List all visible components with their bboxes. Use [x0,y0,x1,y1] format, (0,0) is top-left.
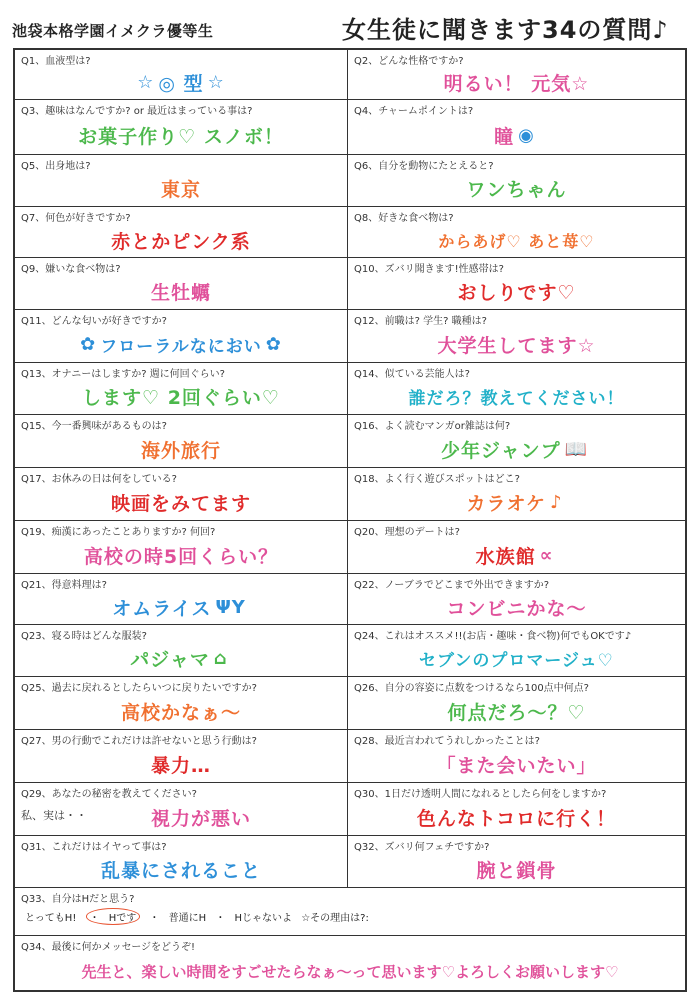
answer-text: 腕と鎖骨 [476,860,557,882]
answer-text: 先生と、楽しい時間をすごせたらなぁ～って思います♡よろしくお願いします♡ [81,962,619,981]
question-label: Q12、前職は? 学生? 職種は? [354,316,487,327]
answer-text: おしりです♡ [457,282,576,304]
answer-text: 色んなトコロに行く！ [416,807,617,830]
question-label: Q28、最近言われてうれしかったことは? [354,736,540,747]
question-label: Q26、自分の容姿に点数をつけるなら100点中何点? [354,683,589,694]
qa-cell-q19 [15,521,348,573]
qa-row [15,624,685,676]
qa-cell-q31 [15,836,348,887]
question-label: Q31、これだけはイヤって事は? [21,842,167,853]
qa-row [15,99,685,154]
question-label: Q21、得意料理は? [21,580,107,591]
qa-cell-q7 [15,207,348,257]
question-label: Q16、よく読むマンガor雑誌は何? [354,421,511,432]
answer-text: 水族館 [475,545,536,568]
question-label: Q23、寝る時はどんな服装? [21,631,147,642]
book-icon: 📖 [564,438,589,460]
answer-text: カラオケ [466,492,547,515]
q33-option-selected: ・ Hです [86,908,141,925]
question-label: Q27、男の行動でこれだけは許せないと思う行動は? [21,736,257,747]
flower-icon: ✿ [80,333,97,355]
qa-cell-q24 [348,625,685,676]
answer-text: 暴力… [150,754,211,777]
answer-text: コンビニかな～ [446,597,587,620]
qa-row [15,782,685,835]
answer-text: 高校の時5回くらい？ [83,545,279,568]
answer-text: 海外旅行 [140,439,221,462]
qa-row [15,154,685,206]
qa-cell-q34 [15,936,685,990]
qa-row [15,467,685,520]
question-label: Q24、これはオススメ!!(お店・趣味・食べ物)何でもOKです♪ [354,631,632,642]
qa-cell-q4 [348,100,685,154]
qa-row [15,835,685,887]
answer-text: 乱暴にされること [100,860,261,882]
answer-text: 生牡蠣 [150,282,211,304]
q33-reason-label: ☆その理由は?: [301,913,369,924]
qa-cell-q1 [15,50,348,99]
answer-text: からあげ♡ あと苺♡ [438,231,595,251]
qa-row [15,573,685,624]
qa-row [15,729,685,782]
qa-cell-q13 [15,363,348,414]
qa-row [15,887,685,935]
answer-text: 少年ジャンプ [440,439,561,462]
answer-text: 赤とかピンク系 [111,230,251,253]
qa-row [15,50,685,99]
answer-text: フローラルなにおい [100,336,262,357]
qa-cell-q6 [348,155,685,206]
question-label: Q33、自分はHだと思う? [21,894,135,905]
question-label: Q7、何色が好きですか? [21,213,131,224]
school-name: 池袋本格学園イメクラ優等生 [12,22,214,40]
qa-cell-q12 [348,310,685,362]
question-label: Q11、どんな匂いが好きですか? [21,316,167,327]
header [8,6,692,46]
question-label: Q8、好きな食べ物は? [354,213,454,224]
qa-row [15,935,685,990]
qa-row [15,206,685,257]
qa-cell-q25 [15,677,348,729]
answer-text: セブンのプロマージュ♡ [419,651,614,671]
qa-cell-q22 [348,574,685,624]
question-label: Q3、趣味はなんですか? or 最近はまっている事は? [21,106,253,117]
q33-option: ・ Hじゃないよ [215,913,293,924]
question-label: Q32、ズバリ何フェチですか? [354,842,490,853]
question-label: Q25、過去に戻れるとしたらいつに戻りたいですか? [21,683,257,694]
qa-cell-q20 [348,521,685,573]
qa-cell-q14 [348,363,685,414]
qa-cell-q18 [348,468,685,520]
answer-text: 誰だろ？教えてください！ [408,389,625,409]
answer-prefix: 私、実は・・ [21,809,87,822]
answer-text: 大学生してます☆ [437,334,596,357]
qa-cell-q5 [15,155,348,206]
question-label: Q20、理想のデートは? [354,527,460,538]
qa-cell-q21 [15,574,348,624]
question-label: Q22、ノーブラでどこまで外出できますか? [354,580,550,591]
qa-row [15,362,685,414]
qa-row [15,309,685,362]
question-label: Q30、1日だけ透明人間になれるとしたら何をしますか? [354,789,607,800]
qa-cell-q28 [348,730,685,782]
flower-icon: ✿ [265,333,282,355]
star-icon: ☆ [137,72,155,93]
qa-cell-q3 [15,100,348,154]
question-label: Q13、オナニーはしますか? 週に何回ぐらい? [21,369,225,380]
answer-text: オムライス [112,597,212,620]
qa-cell-q9 [15,258,348,309]
answer-text: 何点だろ～？♡ [447,701,586,724]
answer-text: 明るい！ 元気☆ [443,73,590,95]
answer-text: ◎ 型 [158,73,204,95]
answer-text: 東京 [160,179,201,201]
answer-text: 瞳 [494,125,515,148]
q33-options [25,908,369,925]
question-label: Q1、血液型は? [21,56,91,67]
qa-cell-q2 [348,50,685,99]
qa-cell-q17 [15,468,348,520]
question-label: Q10、ズバリ聞きます!性感帯は? [354,264,504,275]
music-note-icon: ♪ [550,491,563,513]
question-label: Q15、今一番興味があるものは? [21,421,167,432]
question-label: Q29、あなたの秘密を教えてください? [21,789,197,800]
qa-row [15,676,685,729]
answer-text: 視力が悪い [150,807,251,830]
answer-text: 「また会いたい」 [436,754,597,777]
questionnaire-grid [13,48,687,992]
qa-cell-q10 [348,258,685,309]
qa-cell-q27 [15,730,348,782]
question-label: Q2、どんな性格ですか? [354,56,464,67]
question-label: Q17、お休みの日は何をしている? [21,474,177,485]
qa-cell-q8 [348,207,685,257]
question-label: Q5、出身地は? [21,161,91,172]
q33-option: とってもH! [25,913,77,924]
qa-cell-q32 [348,836,685,887]
qa-row [15,414,685,467]
qa-cell-q29 [15,783,348,835]
question-label: Q9、嫌いな食べ物は? [21,264,121,275]
cutlery-icon: ΨΥ [215,596,246,618]
question-label: Q19、痴漢にあったことありますか? 何回? [21,527,216,538]
q33-option: ・ 普通にH [149,913,207,924]
question-label: Q6、自分を動物にたとえると? [354,161,494,172]
answer-text: 映画をみてます [110,492,251,515]
question-label: Q14、似ている芸能人は? [354,369,470,380]
qa-row [15,257,685,309]
page-title: 女生徒に聞きます34の質問♪ [342,16,669,44]
question-label: Q4、チャームポイントは? [354,106,474,117]
qa-cell-q23 [15,625,348,676]
answer-text: お菓子作り♡ スノボ！ [78,125,284,148]
question-label: Q18、よく行く遊びスポットはどこ? [354,474,520,485]
answer-text: 高校かなぁ～ [120,701,241,724]
question-label: Q34、最後に何かメッセージをどうぞ! [21,942,196,953]
answer-text: パジャマ [130,649,210,671]
fish-icon: ∝ [539,544,554,566]
eye-icon: ◉ [518,124,535,146]
qa-cell-q16 [348,415,685,467]
qa-cell-q15 [15,415,348,467]
answer-text: ワンちゃん [466,179,567,201]
qa-cell-q33 [15,888,685,935]
qa-row [15,520,685,573]
shirt-icon: ⌂ [213,648,228,669]
qa-cell-q30 [348,783,685,835]
star-icon: ☆ [207,72,225,93]
qa-cell-q26 [348,677,685,729]
qa-cell-q11 [15,310,348,362]
answer-text: します♡ 2回ぐらい♡ [82,387,280,409]
